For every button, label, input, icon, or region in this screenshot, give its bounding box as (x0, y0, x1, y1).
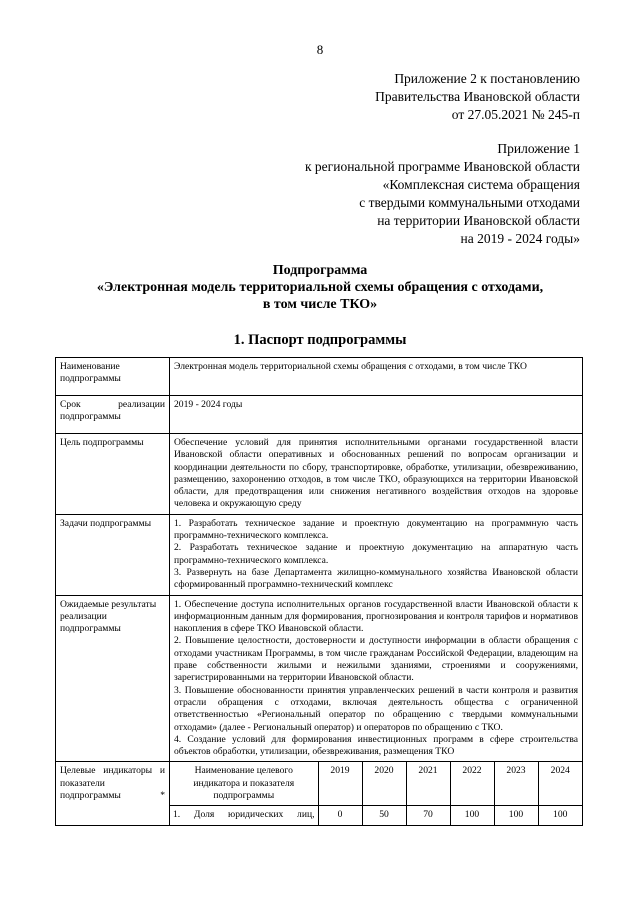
table-row (56, 396, 583, 434)
indicators-cell (170, 762, 583, 825)
task-item: 1. Разработать техническое задание и проектную документацию на программную часть программно-технического комплекса. (174, 517, 578, 542)
row-value (170, 514, 583, 595)
result-item: 2. Повышение целостности, достоверности и доступности информации в области обращения с отходами участникам Программы, в том числе гражданам Российской Федерации, владеющим на праве собственности жилыми и нежилыми зданиями, строениями и сооружениями, зарегистрированными на территории Ивановской области. (174, 635, 578, 684)
indicator-value: 0 (318, 806, 362, 825)
year-header: 2021 (406, 762, 450, 805)
indicator-name: 1. Доля юридических лиц, (170, 806, 318, 825)
year-header: 2024 (538, 762, 582, 805)
year-header: 2023 (494, 762, 538, 805)
indicator-value: 70 (406, 806, 450, 825)
row-label: Задачи подпрограммы (56, 514, 170, 595)
annex-1-line: на 2019 - 2024 годы» (460, 231, 580, 246)
task-item: 2. Разработать техническое задание и проектную документацию на аппаратную часть программно-технического комплекса. (174, 542, 578, 566)
annex-2-header (375, 70, 580, 124)
table-row (56, 358, 583, 396)
row-value: Электронная модель территориальной схемы обращения с отходами, в том числе ТКО (170, 358, 583, 396)
indicator-value: 100 (494, 806, 538, 825)
annex-1-line: «Комплексная система обращения (382, 177, 580, 192)
row-label: Целевые индикаторы и показатели подпрограммы * (56, 762, 170, 825)
result-item: 1. Обеспечение доступа исполнительных органов государственной власти Ивановской области к информационным данным для формирования, прогнозирования и контроля тарифов и нормативов накопления в сфере ТКО Ивановской области. (174, 598, 578, 635)
year-header: 2020 (362, 762, 406, 805)
indicator-value: 100 (538, 806, 582, 825)
subprogram-title (0, 262, 640, 313)
row-label: Наименование подпрограммы (56, 358, 170, 396)
annex-2-line: Правительства Ивановской области (375, 89, 580, 104)
subprogram-title-line: Подпрограмма (272, 263, 368, 278)
indicators-table (170, 762, 582, 824)
annex-2-line: Приложение 2 к постановлению (394, 71, 580, 86)
row-value: Обеспечение условий для принятия исполнительными органами государственной власти Ивановской области оперативных и обоснованных решений по вопросам организации и координации деятельности по сбору, транспортировке, обработке, утилизации, обезвреживанию, размещению, захоронению отходов, в том числе ТКО, образующихся на территории Ивановской области, для предотвращения или снижения негативного воздействия отходов на здоровье человека и окружающую среду (170, 434, 583, 515)
annex-2-line: от 27.05.2021 № 245-п (451, 107, 580, 122)
year-header: 2022 (450, 762, 494, 805)
subprogram-title-line: в том числе ТКО» (262, 297, 378, 312)
table-row (56, 762, 583, 825)
table-row (56, 595, 583, 762)
annex-1-line: на территории Ивановской области (377, 213, 580, 228)
passport-table (55, 357, 583, 826)
result-item: 4. Создание условий для формирования инвестиционных программ в сфере строительства объектов обработки, утилизации, обезвреживания, размещения ТКО (174, 733, 578, 758)
passport-title: 1. Паспорт подпрограммы (233, 332, 407, 348)
annex-1-header (305, 140, 580, 248)
annex-1-line: с твердыми коммунальными отходами (359, 195, 580, 210)
row-label: Ожидаемые результаты реализации подпрограммы (56, 595, 170, 762)
row-value: 2019 - 2024 годы (170, 396, 583, 434)
indicator-value: 50 (362, 806, 406, 825)
year-header: 2019 (318, 762, 362, 805)
annex-1-line: Приложение 1 (497, 141, 580, 156)
table-row (56, 514, 583, 595)
row-label: Срок реализации подпрограммы (56, 396, 170, 434)
row-value (170, 595, 583, 762)
indicators-header-row (170, 762, 582, 805)
indicator-name-header: Наименование целевого индикатора и показателя подпрограммы (170, 762, 318, 805)
indicator-value: 100 (450, 806, 494, 825)
row-label: Цель подпрограммы (56, 434, 170, 515)
page-number: 8 (316, 42, 324, 57)
result-item: 3. Повышение обоснованности принятия управленческих решений в части контроля и развития отрасли обращения с отходами, включая деятельность общества с ограниченной ответственностью «Региональный оператор по обращению с твердыми коммунальными отходами» (далее - Региональный оператор) и операторов по обращению с ТКО. (174, 684, 578, 733)
annex-1-line: к региональной программе Ивановской области (305, 159, 580, 174)
table-row (56, 434, 583, 515)
subprogram-title-line: «Электронная модель территориальной схемы обращения с отходами, (96, 280, 544, 295)
task-item: 3. Развернуть на базе Департамента жилищно-коммунального хозяйства Ивановской области сформированный программно-технический комплекс (174, 566, 578, 591)
indicator-row (170, 806, 582, 825)
